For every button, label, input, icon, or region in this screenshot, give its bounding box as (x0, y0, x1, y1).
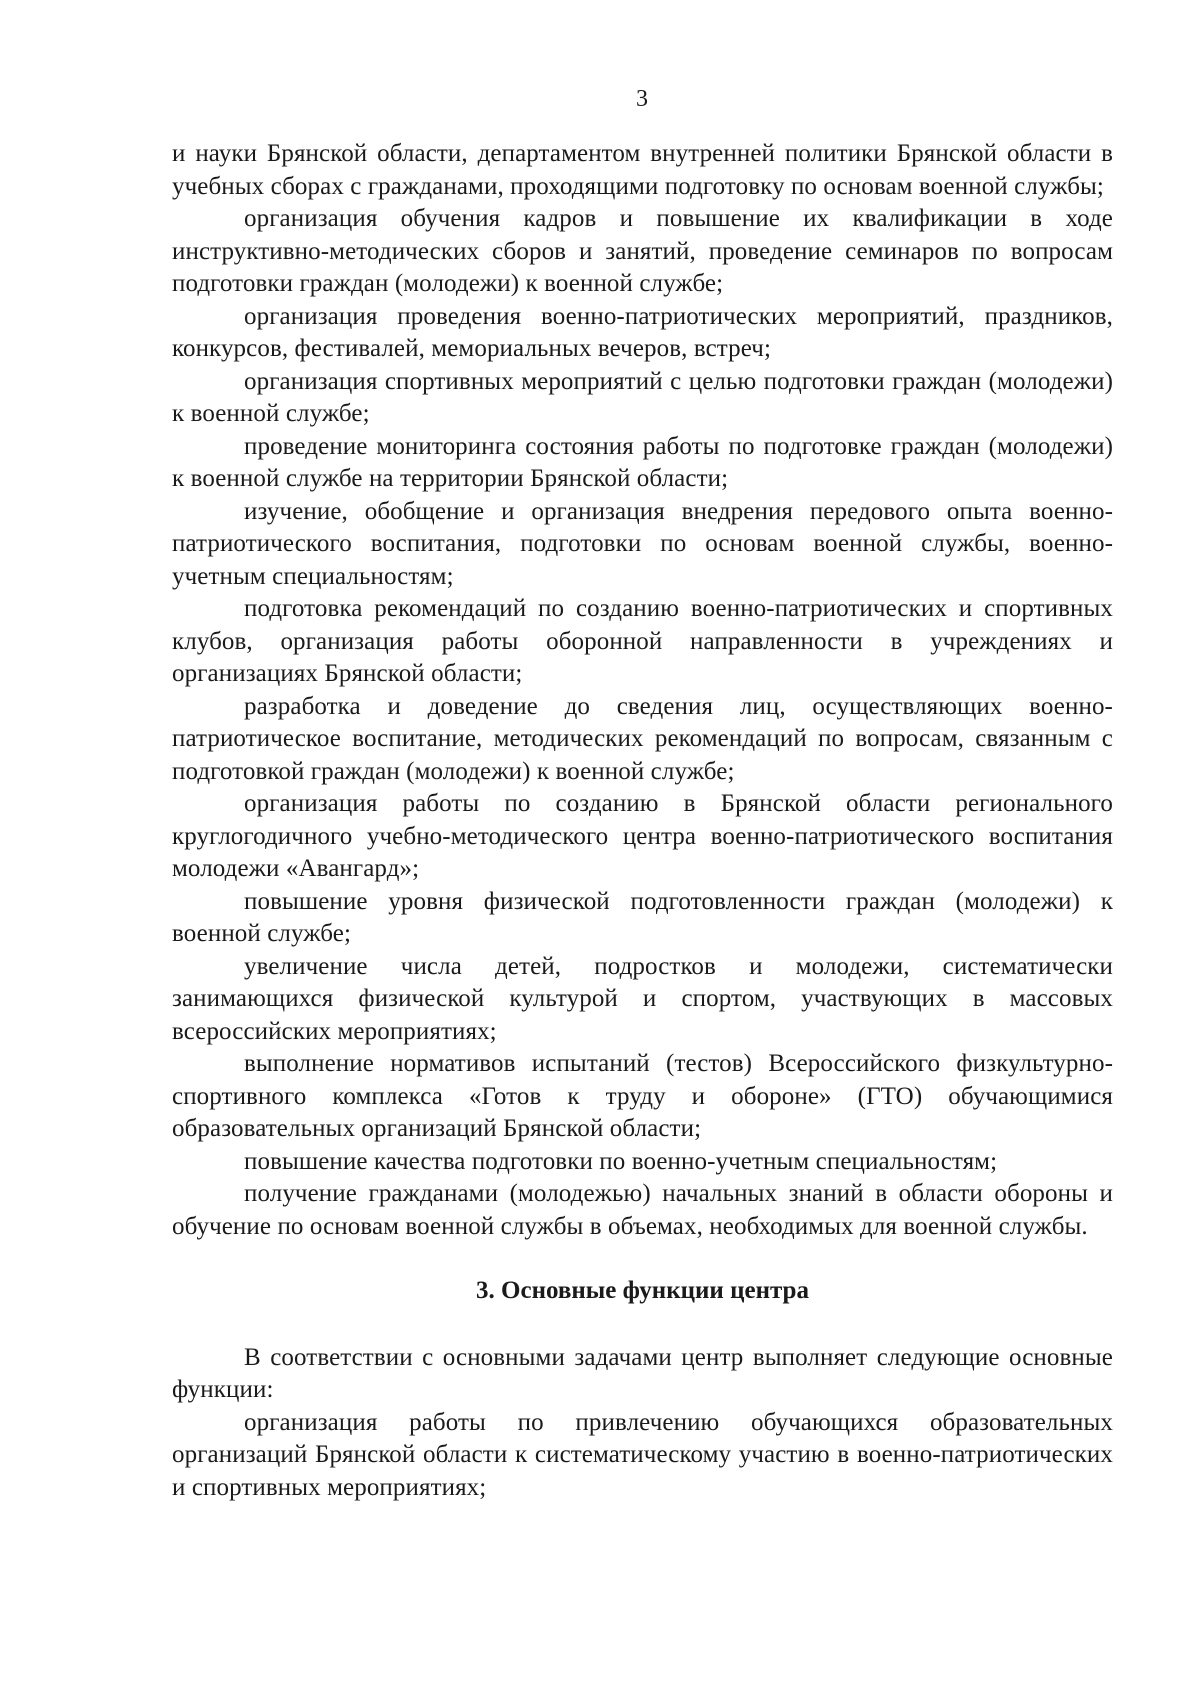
paragraph: организация проведения военно-патриотических мероприятий, праздников, конкурсов, фестивалей, мемориальных вечеров, встреч; (172, 302, 1113, 362)
paragraph: изучение, обобщение и организация внедрения передового опыта военно-патриотического воспитания, подготовки по основам военной службы, военно-учетным специальностям; (172, 497, 1113, 590)
page-number: 3 (636, 86, 648, 112)
section-heading: 3. Основные функции центра (476, 1277, 809, 1304)
document-body (172, 138, 1113, 1504)
paragraph: разработка и доведение до сведения лиц, осуществляющих военно-патриотическое воспитание, методических рекомендаций по вопросам, связанным с подготовкой граждан (молодежи) к военной службе; (172, 692, 1113, 785)
paragraph: проведение мониторинга состояния работы по подготовке граждан (молодежи) к военной службе на территории Брянской области; (172, 432, 1113, 492)
paragraph: повышение качества подготовки по военно-учетным специальностям; (244, 1147, 998, 1175)
paragraph: организация работы по привлечению обучающихся образовательных организаций Брянской области к систематическому участию в военно-патриотических и спортивных мероприятиях; (172, 1408, 1113, 1501)
paragraph: подготовка рекомендаций по созданию военно-патриотических и спортивных клубов, организация работы оборонной направленности в учреждениях и организациях Брянской области; (172, 595, 1113, 687)
paragraph: получение гражданами (молодежью) начальных знаний в области обороны и обучение по основам военной службы в объемах, необходимых для военной службы. (172, 1180, 1113, 1240)
paragraph: и науки Брянской области, департаментом внутренней политики Брянской области в учебных сборах с гражданами, проходящими подготовку по основам военной службы; (172, 140, 1113, 200)
paragraph: повышение уровня физической подготовленности граждан (молодежи) к военной службе; (172, 887, 1113, 947)
paragraph: выполнение нормативов испытаний (тестов) Всероссийского физкультурно-спортивного комплекса «Готов к труду и обороне» (ГТО) обучающимися образовательных организаций Брянской области; (172, 1050, 1113, 1142)
paragraph: организация обучения кадров и повышение их квалификации в ходе инструктивно-методических сборов и занятий, проведение семинаров по вопросам подготовки граждан (молодежи) к военной службе; (172, 205, 1113, 297)
paragraph: организация спортивных мероприятий с целью подготовки граждан (молодежи) к военной службе; (172, 367, 1113, 427)
paragraph: В соответствии с основными задачами центр выполняет следующие основные функции: (172, 1343, 1113, 1403)
paragraph: увеличение числа детей, подростков и молодежи, систематически занимающихся физической культурой и спортом, участвующих в массовых всероссийских мероприятиях; (172, 952, 1113, 1045)
paragraph: организация работы по созданию в Брянской области регионального круглогодичного учебно-методического центра военно-патриотического воспитания молодежи «Авангард»; (172, 790, 1113, 882)
